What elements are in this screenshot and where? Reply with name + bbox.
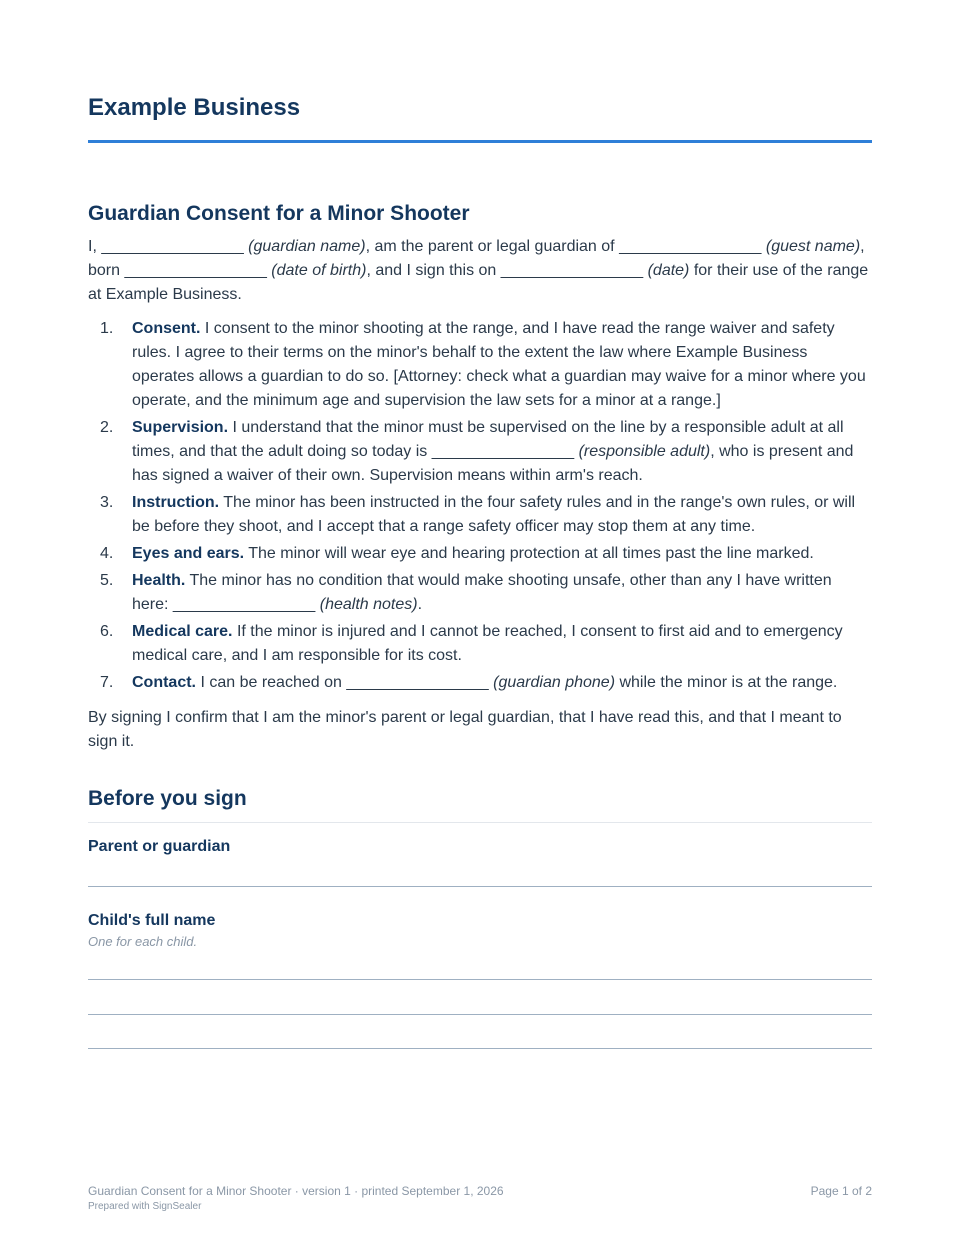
term-text: I understand that the minor must be supervised on the line by a responsible adult at all times, and that the adult doing so today is <box>132 419 844 460</box>
term-text: The minor has no condition that would make shooting unsafe, other than any I have written here: <box>132 572 832 613</box>
term-number: 6. <box>100 623 114 640</box>
term-number: 1. <box>100 320 114 337</box>
term-number: 4. <box>100 545 114 562</box>
intro-text: I, <box>88 238 102 255</box>
intro-text: , and I sign this on <box>366 262 501 279</box>
document-title: Guardian Consent for a Minor Shooter <box>88 202 470 225</box>
responsible-adult-blank: ________________ <box>431 443 575 460</box>
term-item <box>88 317 872 413</box>
intro-paragraph <box>88 235 872 307</box>
term-item <box>88 491 872 539</box>
responsible-adult-hint: (responsible adult) <box>574 443 711 460</box>
term-item <box>88 542 872 566</box>
term-text: . <box>417 596 423 613</box>
term-item <box>88 620 872 668</box>
child-name-label: Child's full name <box>88 912 216 929</box>
health-notes-hint: (health notes) <box>315 596 418 613</box>
header-divider <box>88 140 872 143</box>
term-title: Instruction. <box>132 494 220 511</box>
intro-text: for their use of the range at Example Business. <box>88 262 869 303</box>
term-title: Health. <box>132 572 186 589</box>
sign-date-hint: (date) <box>643 262 690 279</box>
guest-name-hint: (guest name) <box>761 238 861 255</box>
guardian-name-hint: (guardian name) <box>243 238 366 255</box>
page-number: Page 1 of 2 <box>810 1184 872 1198</box>
term-number: 3. <box>100 494 114 511</box>
signing-divider <box>88 822 872 823</box>
guardian-phone-hint: (guardian phone) <box>488 674 616 691</box>
child-name-line[interactable] <box>88 1048 872 1049</box>
footer-document-info: Guardian Consent for a Minor Shooter · version 1 · printed September 1, 2026 <box>88 1184 504 1198</box>
term-text: The minor has been instructed in the four safety rules and in the range's own rules, or will be before they shoot, and I accept that a range safety officer may stop them at any time. <box>132 494 856 535</box>
child-name-line[interactable] <box>88 979 872 980</box>
term-number: 7. <box>100 674 114 691</box>
term-text: If the minor is injured and I cannot be reached, I consent to first aid and to emergency medical care, and I am responsible for its cost. <box>132 623 843 664</box>
health-notes-blank: ________________ <box>172 596 316 613</box>
child-name-note: One for each child. <box>88 934 198 949</box>
guardian-signature-line[interactable] <box>88 886 872 887</box>
business-name: Example Business <box>88 94 301 121</box>
term-text: while the minor is at the range. <box>615 674 838 691</box>
term-text: I can be reached on <box>196 674 347 691</box>
term-title: Contact. <box>132 674 196 691</box>
term-item <box>88 569 872 617</box>
guardian-phone-blank: ________________ <box>346 674 489 691</box>
guest-name-blank: ________________ <box>619 238 762 255</box>
intro-text: , born <box>88 238 865 279</box>
term-text: I consent to the minor shooting at the range, and I have read the range waiver and safety rules. I agree to their terms on the minor's behalf to the extent the law where Example Business operates allows a guardian to do so. [Attorney: check what a guardian may waive for a minor where you operate, and the minimum age and supervision the law sets for a minor at a range.] <box>132 320 866 409</box>
term-number: 5. <box>100 572 114 589</box>
guardian-name-blank: ________________ <box>101 238 244 255</box>
child-name-line[interactable] <box>88 1014 872 1015</box>
term-title: Supervision. <box>132 419 229 436</box>
term-item <box>88 671 872 695</box>
birth-date-hint: (date of birth) <box>266 262 367 279</box>
intro-text: , am the parent or legal guardian of <box>365 238 620 255</box>
closing-statement: By signing I confirm that I am the minor's parent or legal guardian, that I have read this, and that I meant to sign it. <box>88 709 842 750</box>
footer-prepared-with: Prepared with SignSealer <box>88 1201 202 1212</box>
term-item <box>88 416 872 488</box>
term-number: 2. <box>100 419 114 436</box>
term-title: Eyes and ears. <box>132 545 245 562</box>
signing-heading: Before you sign <box>88 787 247 810</box>
term-title: Consent. <box>132 320 201 337</box>
sign-date-blank: ________________ <box>500 262 644 279</box>
term-title: Medical care. <box>132 623 233 640</box>
terms-list <box>88 317 872 698</box>
guardian-signature-label: Parent or guardian <box>88 838 231 855</box>
term-text: The minor will wear eye and hearing protection at all times past the line marked. <box>244 545 814 562</box>
term-text: , who is present and has signed a waiver of their own. Supervision means within arm's reach. <box>132 443 854 484</box>
birth-date-blank: ________________ <box>124 262 267 279</box>
